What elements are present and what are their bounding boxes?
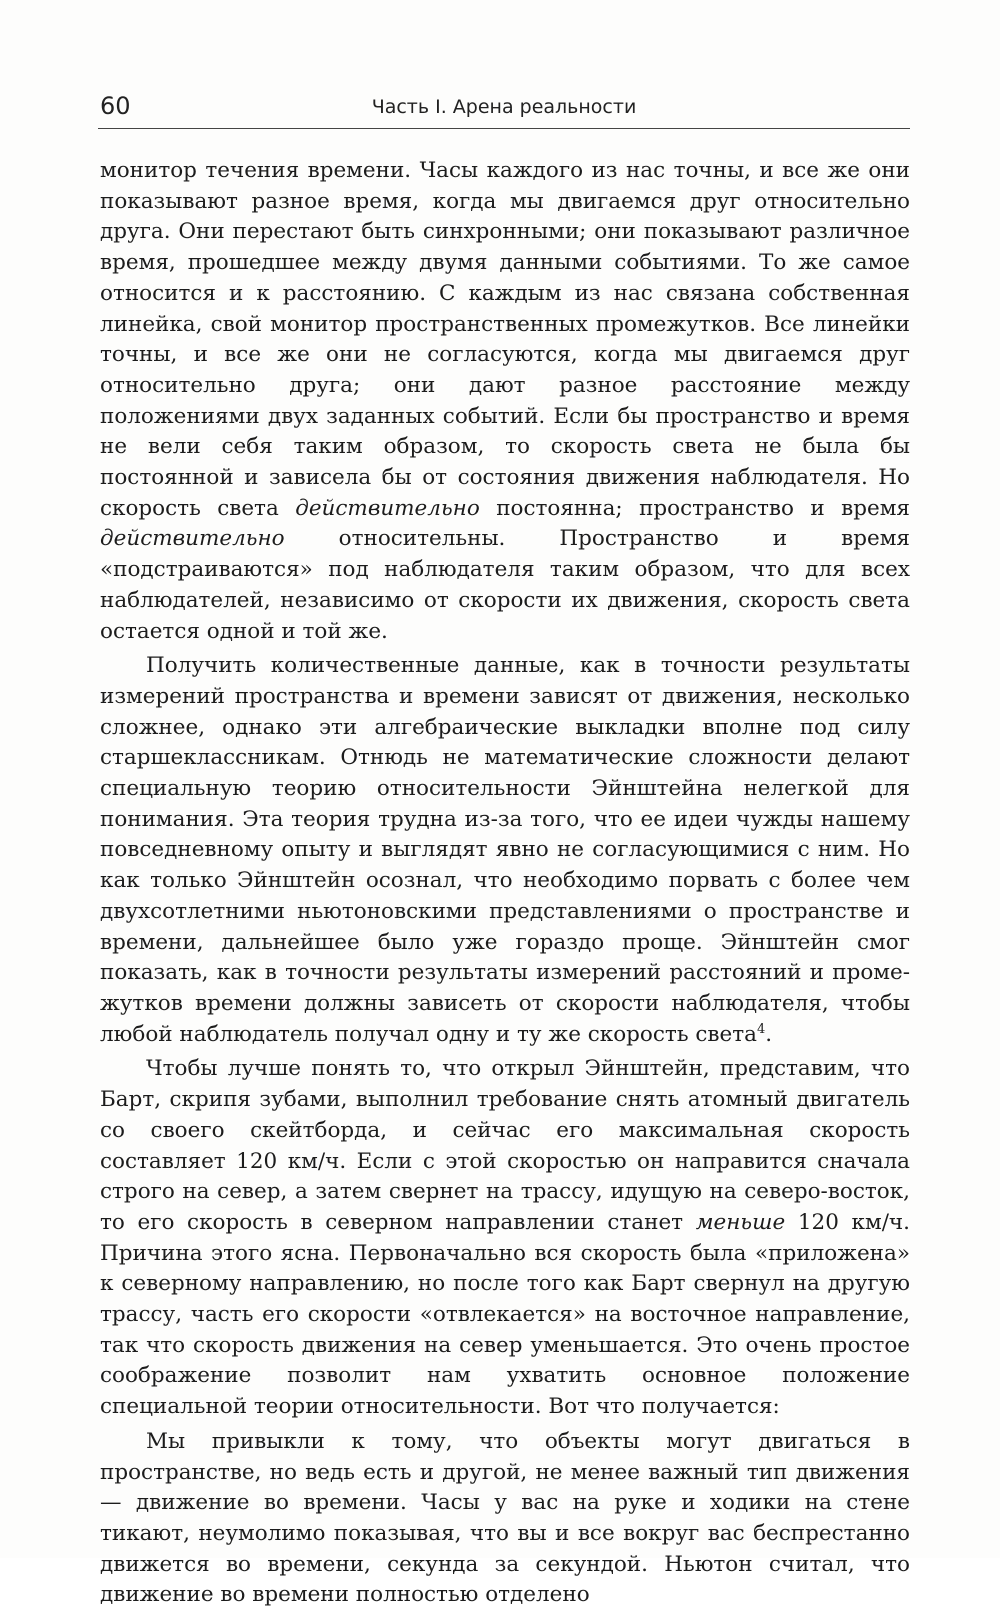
paragraph-3-text-b: 120 км/ч. Причина этого ясна. Первоначально вся скорость была «приложена» к северному направлению, но после того как Барт свернул на другую трассу, часть его скорости «отвлекается» на восточное направление, так что скорость движения на север уменьшается. Это очень простое соображение позволит нам ухватить основное положение специальной теории относительности. Вот что получается: <box>100 1209 910 1420</box>
paragraph-3 <box>100 1054 910 1422</box>
paragraph-2 <box>100 651 910 1050</box>
paragraph-3-emphasis: меньше <box>695 1209 786 1235</box>
paragraph-1-emphasis-a: действительно <box>295 495 480 521</box>
paragraph-1-text-c: относительны. Пространство и время «подстраиваются» под наблюдателя таким образом, что для всех наблюдателей, независимо от скорости их движения, скорость света остается одной и той же. <box>100 526 910 644</box>
paragraph-1-text-b: постоянна; пространство и время <box>479 495 910 521</box>
paragraph-2-text-b: . <box>765 1021 773 1047</box>
page-number: 60 <box>100 92 131 120</box>
paragraph-4-text: Мы привыкли к тому, что объекты могут двигаться в пространстве, но ведь есть и другой, не менее важный тип движения — движение во времени. Часы у вас на руке и ходики на стене тикают, неумолимо показывая, что вы и все вокруг вас беспрестанно движется во времени, секунда за секундой. Ньютон считал, что движение во времени полностью отделено <box>100 1428 910 1608</box>
running-head <box>98 88 910 129</box>
footnote-marker: 4 <box>756 1021 766 1037</box>
running-title: Часть I. Арена реальности <box>371 96 637 118</box>
paragraph-2-text-a: Получить количественные данные, как в точности результаты измерений пространства и времени зависят от движения, несколько сложнее, однако эти алгебраические выкладки вполне под силу старшеклассникам. Отнюдь не математические сложности делают специальную теорию относительности Эйнштейна нелегкой для понимания. Эта теория трудна из-за того, что ее идеи чужды нашему повседневному опыту и выглядят явно не согласующимися с ним. Но как только Эйнштейн осознал, что необходимо порвать с более чем двухсотлетними ньютоновскими представлениями о пространстве и времени, дальнейшее было уже гораздо проще. Эйнштейн смог показать, как в точности результаты измерений расстояний и промежутков времени должны зависеть от скорости наблюдателя, чтобы любой наблюдатель получал одну и ту же скорость света <box>100 653 910 1047</box>
paragraph-3-text-a: Чтобы лучше понять то, что открыл Эйнштейн, представим, что Барт, скрипя зубами, выполнил требование снять атомный двигатель со своего скейтборда, и сейчас его максимальная скорость составляет 120 км/ч. Если с этой скоростью он направится сначала строго на север, а затем свернет на трассу, идущую на северо-восток, то его скорость в северном направлении станет <box>100 1056 910 1235</box>
body-text <box>100 156 910 1615</box>
paragraph-1-text-a: монитор течения времени. Часы каждого из нас точны, и все же они показывают разное время, когда мы двигаемся друг относительно друга. Они перестают быть синхронными; они показывают различное время, прошедшее между двумя данными событиями. То же самое относится и к расстоянию. С каждым из нас связана собственная линейка, свой монитор пространственных промежутков. Все линейки точны, и все же они не согласуются, когда мы двигаемся друг относительно друга; они дают разное расстояние между положениями двух заданных событий. Если бы пространство и время не вели себя таким образом, то скорость света не была бы постоянной и зависела бы от состояния движения наблюдателя. Но скорость света <box>100 158 910 521</box>
paragraph-1-emphasis-b: действительно <box>100 526 285 552</box>
paragraph-4 <box>100 1427 910 1611</box>
paragraph-1 <box>100 156 910 647</box>
